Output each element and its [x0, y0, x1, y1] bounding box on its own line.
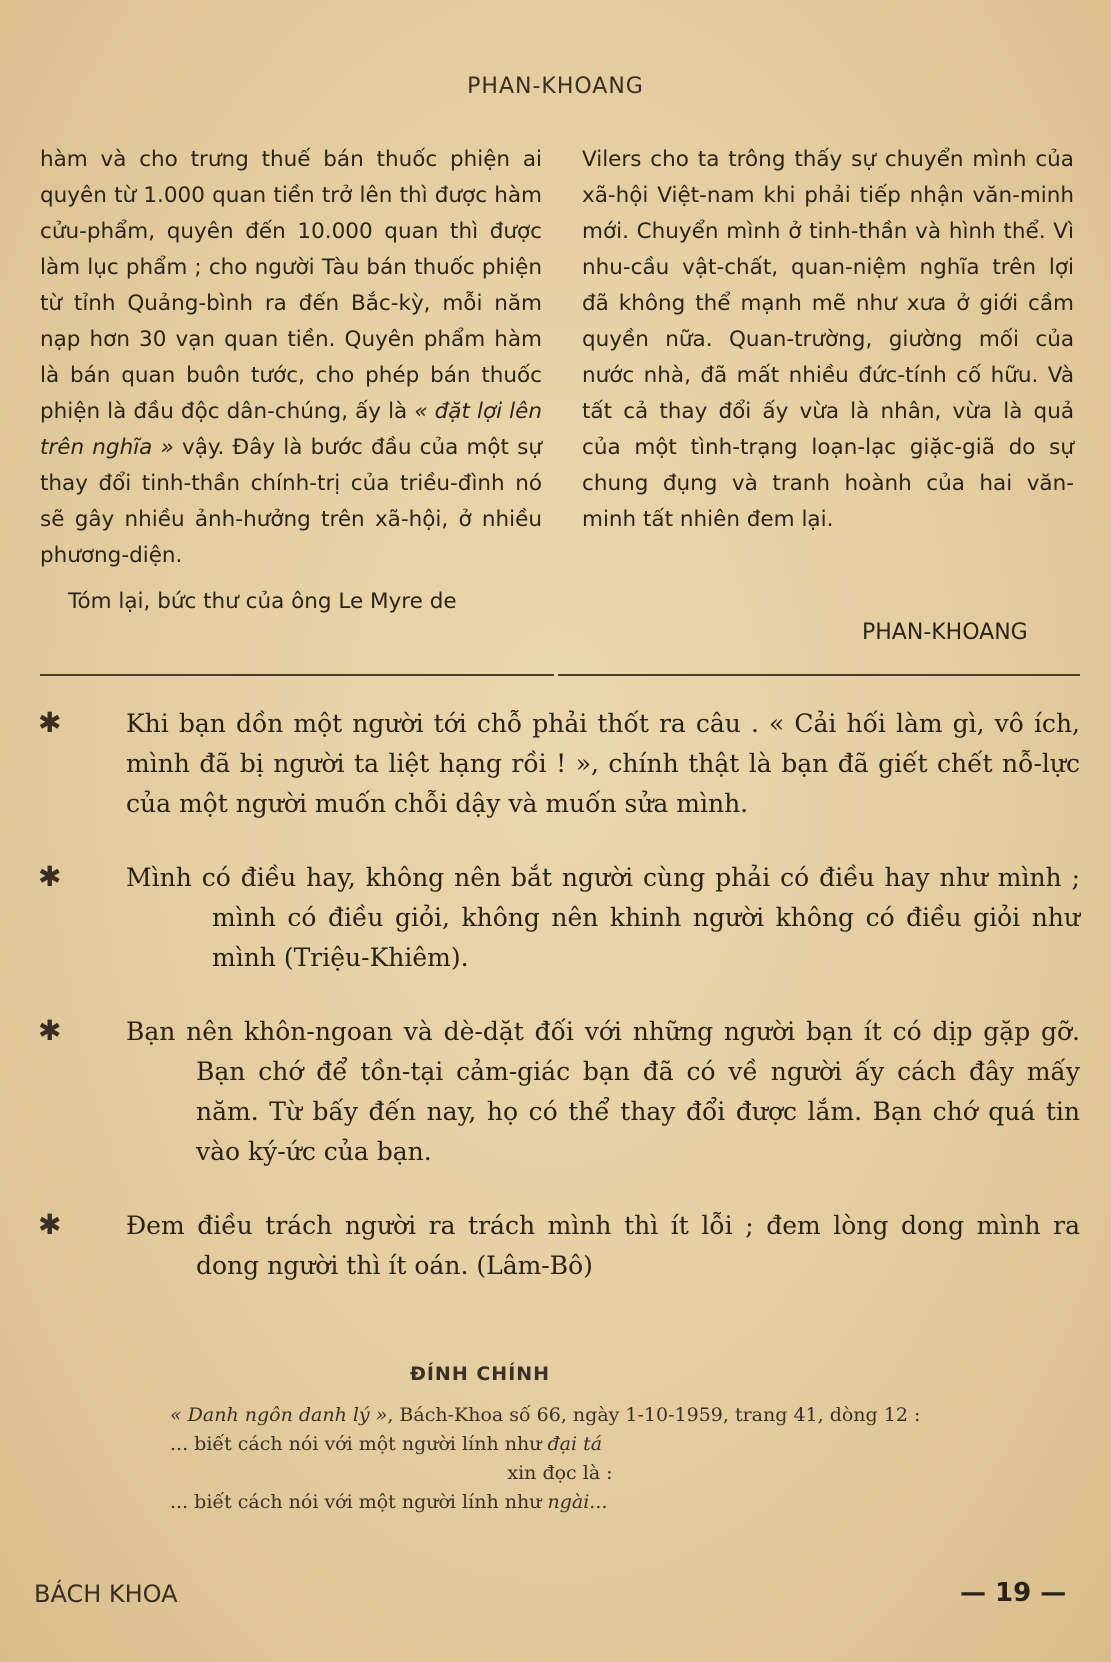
erratum-reference	[170, 1401, 950, 1430]
article-text: hàm và cho trưng thuế bán thuốc phiện ai quyên từ 1.000 quan tiền trở lên thì được hàm cửu-phẩm, quyên đến 10.000 quan thì được làm lục phẩm ; cho người Tàu bán thuốc phiện từ tỉnh Quảng-bình ra đến Bắc-kỳ, mỗi năm nạp hơn 30 vạn quan tiền. Quyên phẩm hàm là bán quan buôn tước, cho phép bán thuốc phiện là đầu độc dân-chúng, ấy là	[40, 147, 542, 424]
footer-page-number: — 19 —	[960, 1578, 1067, 1608]
maxim-item	[30, 858, 1080, 978]
erratum-title: ĐÍNH CHÍNH	[409, 1363, 551, 1385]
erratum-right-line	[170, 1488, 950, 1517]
article-text-end: vậy. Đây là bước đầu của một sự thay đổi tinh-thần chính-trị của triều-đình nó sẽ gây nhiều ảnh-hưởng trên xã-hội, ở nhiều phương-diện.	[40, 435, 542, 568]
article-left-column	[40, 142, 542, 620]
divider-right	[558, 674, 1080, 676]
running-head: PHAN-KHOANG	[467, 74, 644, 99]
erratum-read-as: xin đọc là :	[507, 1462, 613, 1484]
article-quote: « đặt lợi lên trên nghĩa »	[40, 399, 542, 460]
article-right-column	[582, 142, 1074, 538]
maxim-item	[30, 704, 1080, 824]
divider-left	[40, 674, 554, 676]
maxim-text: Khi bạn dồn một người tới chỗ phải thốt ra câu . « Cải hối làm gì, vô ích, mình đã bị người ta liệt hạng rồi ! », chính thật là bạn đã giết chết nỗ-lực của một người muốn chỗi dậy và muốn sửa mình.	[126, 709, 1080, 818]
maxim-item	[30, 1012, 1080, 1172]
article-right-paragraph: Vilers cho ta trông thấy sự chuyển mình của xã-hội Việt-nam khi phải tiếp nhận văn-minh mới. Chuyển mình ở tinh-thần và hình thể. Vì nhu-cầu vật-chất, quan-niệm nghĩa trên lợi đã không thể mạnh mẽ như xưa ở giới cầm quyền nữa. Quan-trường, giường mối của nước nhà, đã mất nhiều đức-tính cố hữu. Và tất cả thay đổi ấy vừa là nhân, vừa là quả của một tình-trạng loạn-lạc giặc-giã do sự chung đụng và tranh hoành của hai văn-minh tất nhiên đem lại.	[582, 147, 1074, 532]
erratum-wrong-prefix: ... biết cách nói với một người lính như	[170, 1433, 542, 1455]
erratum-ref-rest: , Bách-Khoa số 66, ngày 1-10-1959, trang 41, dòng 12 :	[387, 1404, 921, 1426]
maxim-text: Mình có điều hay, không nên bắt người cùng phải có điều hay như mình ; mình có điều giỏi, không nên khinh người không có điều giỏi như mình (Triệu-Khiêm).	[126, 863, 1080, 972]
star-icon: ✱	[38, 860, 62, 893]
star-icon: ✱	[38, 1014, 62, 1047]
article-left-paragraph	[40, 142, 542, 574]
erratum-right-prefix: ... biết cách nói với một người lính như	[170, 1491, 542, 1513]
maxims-list	[30, 704, 1080, 1320]
erratum-wrong-word: đại tá	[547, 1433, 603, 1455]
maxim-text: Đem điều trách người ra trách mình thì ít lỗi ; đem lòng dong mình ra dong người thì ít oán. (Lâm-Bô)	[126, 1211, 1080, 1280]
erratum-section	[170, 1360, 950, 1517]
article-signature: PHAN-KHOANG	[862, 620, 1028, 645]
erratum-ref-title: « Danh ngôn danh lý »	[170, 1404, 388, 1426]
star-icon: ✱	[38, 1208, 62, 1241]
erratum-right-word: ngài...	[547, 1491, 608, 1513]
article-left-paragraph-2: Tóm lại, bức thư của ông Le Myre de	[68, 589, 457, 614]
erratum-wrong-line	[170, 1430, 950, 1459]
footer-magazine: BÁCH KHOA	[34, 1580, 178, 1608]
maxim-text: Bạn nên khôn-ngoan và dè-dặt đối với những người bạn ít có dịp gặp gỡ. Bạn chớ để tồn-tại cảm-giác bạn đã có về người ấy cách đây mấy năm. Từ bấy đến nay, họ có thể thay đổi được lắm. Bạn chớ quá tin vào ký-ức của bạn.	[126, 1017, 1080, 1166]
maxim-item	[30, 1206, 1080, 1286]
star-icon: ✱	[38, 706, 62, 739]
